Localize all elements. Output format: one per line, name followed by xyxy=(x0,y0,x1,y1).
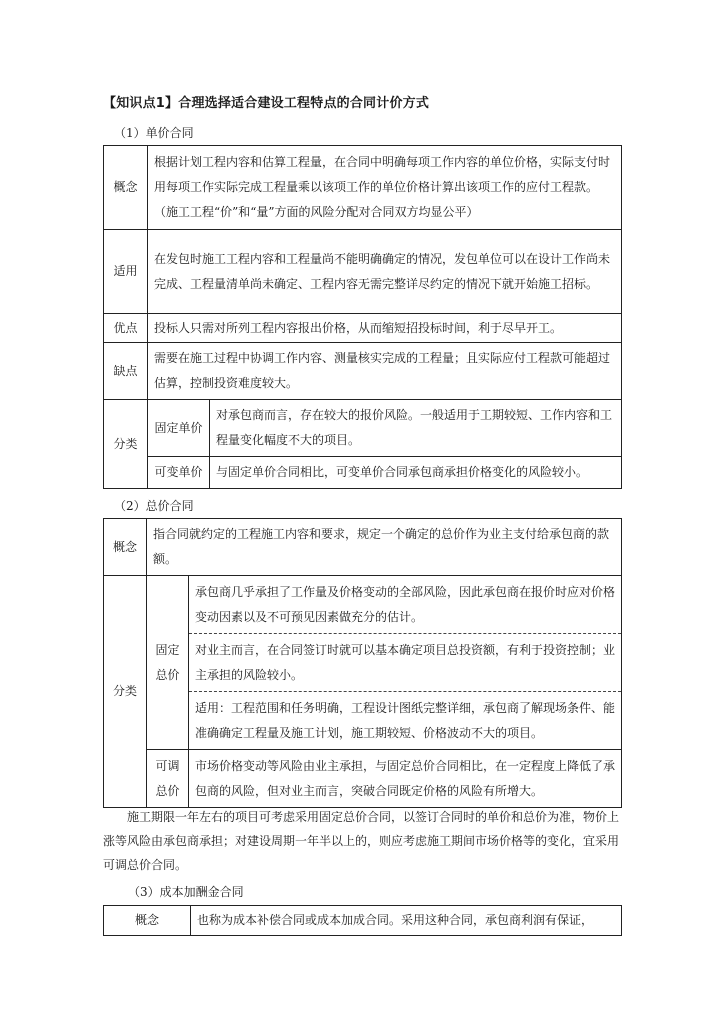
fixed-lump-sum-label-line1: 固定 xyxy=(155,642,180,657)
table-row xyxy=(104,314,622,343)
fixed-unit-price-text: 对承包商而言，存在较大的报价风险。一般适用于工期较短、工作内容和工程量变化幅度不大的项目。 xyxy=(210,400,622,457)
section3-title: （3）成本加酬金合同 xyxy=(128,885,244,899)
row-label-cons: 缺点 xyxy=(104,343,148,400)
row-label-category: 分类 xyxy=(104,400,148,489)
section1-title: （1）单价合同 xyxy=(114,126,194,140)
unit-price-contract-table xyxy=(103,145,622,489)
fixed-lump-sum-label xyxy=(147,576,189,750)
fixed-unit-price-label: 固定单价 xyxy=(148,400,210,457)
cost-plus-contract-table xyxy=(103,905,622,936)
concept-text: 根据计划工程内容和估算工程量，在合同中明确每项工作内容的单位价格，实际支付时用每项工作实际完成工程量乘以该项工作的单位价格计算出该项工作的应付工程款。（施工工程“价”和“量”方面的风险分配对合同双方均显公平） xyxy=(148,146,622,230)
fixed-lump-sum-item-2: 对业主而言，在合同签订时就可以基本确定项目总投资额，有利于投资控制；业主承担的风险较小。 xyxy=(189,634,622,692)
table-row xyxy=(104,400,622,457)
fixed-lump-sum-item-1: 承包商几乎承担了工作量及价格变动的全部风险，因此承包商在报价时应对价格变动因素以及不可预见因素做充分的估计。 xyxy=(189,576,622,634)
section2-title: （2）总价合同 xyxy=(114,499,194,513)
fixed-lump-sum-label-line2: 总价 xyxy=(155,667,180,682)
apply-text: 在发包时施工工程内容和工程量尚不能明确确定的情况，发包单位可以在设计工作尚未完成、工程量清单尚未确定、工程内容无需完整详尽约定的情况下就开始施工招标。 xyxy=(148,230,622,314)
table-row xyxy=(104,906,622,936)
cons-text: 需要在施工过程中协调工作内容、测量核实完成的工程量；且实际应付工程款可能超过估算，控制投资难度较大。 xyxy=(148,343,622,400)
row-label-pros: 优点 xyxy=(104,314,148,343)
pros-text: 投标人只需对所列工程内容报出价格，从而缩短招投标时间，利于尽早开工。 xyxy=(148,314,622,343)
row-label-apply: 适用 xyxy=(104,230,148,314)
explanation-paragraph: 施工期限一年左右的项目可考虑采用固定总价合同，以签订合同时的单价和总价为准，物价上涨等风险由承包商承担；对建设周期一年半以上的，则应考虑施工期间市场价格等的变化，宜采用可调总价合同。 xyxy=(103,810,620,872)
adjustable-lump-sum-label-line1: 可调 xyxy=(155,758,180,773)
row-label-concept: 概念 xyxy=(104,146,148,230)
fixed-lump-sum-item-3: 适用：工程范围和任务明确，工程设计图纸完整详细，承包商了解现场条件、能准确确定工程量及施工计划，施工期较短、价格波动不大的项目。 xyxy=(189,692,622,750)
lump-sum-contract-table xyxy=(103,518,622,808)
row-label-category: 分类 xyxy=(104,576,147,808)
table-row xyxy=(104,457,622,489)
variable-unit-price-label: 可变单价 xyxy=(148,457,210,489)
concept-text: 也称为成本补偿合同或成本加成合同。采用这种合同，承包商利润有保证， xyxy=(191,906,622,936)
row-label-concept: 概念 xyxy=(104,519,147,576)
table-row xyxy=(104,230,622,314)
row-label-concept: 概念 xyxy=(104,906,191,936)
table-row xyxy=(104,750,622,808)
table-row xyxy=(104,519,622,576)
variable-unit-price-text: 与固定单价合同相比，可变单价合同承包商承担价格变化的风险较小。 xyxy=(210,457,622,489)
adjustable-lump-sum-label xyxy=(147,750,189,808)
concept-text: 指合同就约定的工程施工内容和要求，规定一个确定的总价作为业主支付给承包商的款额。 xyxy=(147,519,622,576)
table-row xyxy=(104,343,622,400)
adjustable-lump-sum-label-line2: 总价 xyxy=(155,783,180,798)
page-heading: 【知识点1】合理选择适合建设工程特点的合同计价方式 xyxy=(103,96,430,111)
table-row xyxy=(104,146,622,230)
table-row xyxy=(104,576,622,634)
adjustable-lump-sum-text: 市场价格变动等风险由业主承担，与固定总价合同相比，在一定程度上降低了承包商的风险，但对业主而言，突破合同既定价格的风险有所增大。 xyxy=(189,750,622,808)
